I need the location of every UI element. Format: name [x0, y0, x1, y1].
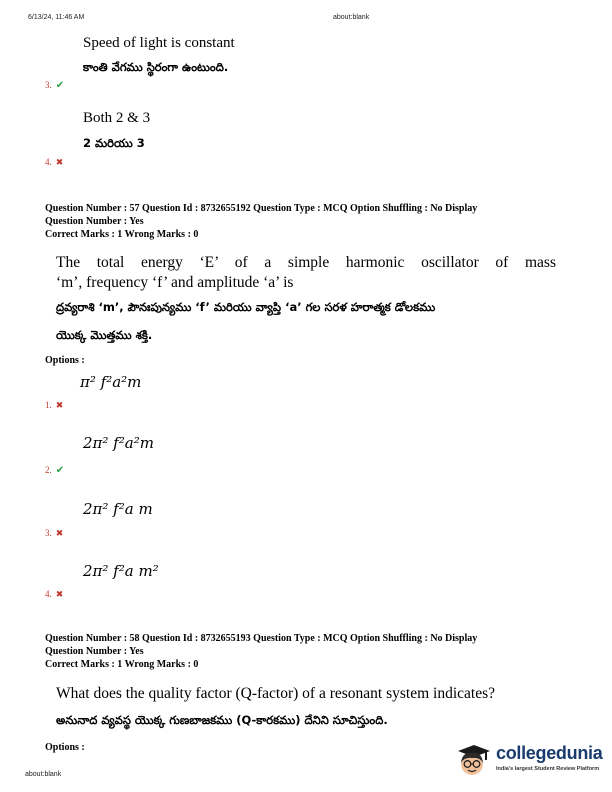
- q58-meta-line2: Question Number : Yes: [45, 646, 144, 657]
- option-3-text-te: కాంతి వేగము స్థిరంగా ఉంటుంది.: [83, 60, 229, 74]
- q57-option-2-formula: 2π² f²a²m: [83, 434, 154, 452]
- wrong-cross-icon: ✖: [55, 528, 64, 538]
- q58-options-label: Options :: [45, 742, 85, 753]
- option-number: 3.: [45, 528, 52, 538]
- q57-option-1-marker: [45, 395, 63, 413]
- option-number: 4.: [45, 157, 52, 167]
- q57-text-te-line1: ద్రవ్యరాశి ‘m’, పౌనఃపున్యము ‘f’ మరియు వ్యాప్తి ‘a’ గల సరళ హరాత్మక డోలకము: [56, 300, 436, 314]
- q58-meta: [45, 632, 477, 671]
- graduate-mascot-icon: [452, 739, 492, 779]
- logo-wordmark: collegedunia: [496, 743, 603, 763]
- correct-check-icon: ✔: [55, 465, 65, 476]
- q57-text-en-line2: ‘m’, frequency ‘f’ and amplitude ‘a’ is: [56, 274, 294, 291]
- q57-option-4-formula: 2π² f²a m²: [83, 562, 159, 580]
- q57-option-1-formula: π² f²a²m: [80, 373, 142, 391]
- q57-option-3-formula: 2π² f²a m: [83, 500, 153, 518]
- option-number: 1.: [45, 400, 52, 410]
- q57-option-4-marker: [45, 584, 63, 602]
- option-3-marker: [45, 75, 64, 93]
- correct-check-icon: ✔: [55, 80, 65, 91]
- option-number: 2.: [45, 465, 52, 475]
- footer-url: about:blank: [25, 771, 62, 778]
- wrong-cross-icon: ✖: [55, 157, 64, 167]
- q57-options-label: Options :: [45, 355, 85, 366]
- q58-meta-line3: Correct Marks : 1 Wrong Marks : 0: [45, 659, 199, 670]
- wrong-cross-icon: ✖: [55, 400, 64, 410]
- q57-option-3-marker: [45, 523, 63, 541]
- q57-meta: [45, 202, 477, 241]
- q57-option-2-marker: [45, 460, 64, 478]
- option-4-text-te: 2 మరియు 3: [83, 136, 145, 150]
- collegedunia-logo: [452, 737, 608, 781]
- option-4-marker: [45, 152, 63, 170]
- print-url: about:blank: [333, 14, 370, 21]
- wrong-cross-icon: ✖: [55, 589, 64, 599]
- q57-text-te-line2: యొక్క మొత్తము శక్తి.: [56, 328, 153, 342]
- q57-text-en-line1: The total energy ‘E’ of a simple harmonic oscillator of mass: [56, 254, 556, 271]
- q58-meta-line1: Question Number : 58 Question Id : 8732655193 Question Type : MCQ Option Shuffling : No Display: [45, 633, 478, 644]
- q57-meta-line1: Question Number : 57 Question Id : 8732655192 Question Type : MCQ Option Shuffling : No Display: [45, 203, 478, 214]
- logo-tagline: India's largest Student Review Platform: [496, 766, 600, 772]
- option-4-text-en: Both 2 & 3: [83, 110, 151, 126]
- option-number: 3.: [45, 80, 52, 90]
- option-3-text-en: Speed of light is constant: [83, 35, 235, 51]
- option-number: 4.: [45, 589, 52, 599]
- q57-meta-line2: Question Number : Yes: [45, 216, 144, 227]
- q57-meta-line3: Correct Marks : 1 Wrong Marks : 0: [45, 229, 199, 240]
- q58-text-te: అనునాద వ్యవస్థ యొక్క గుణబాజకము (Q-కారకము) దేనిని సూచిస్తుంది.: [56, 713, 388, 727]
- q58-text-en: What does the quality factor (Q-factor) of a resonant system indicates?: [56, 685, 495, 702]
- print-datetime: 6/13/24, 11:46 AM: [28, 14, 85, 21]
